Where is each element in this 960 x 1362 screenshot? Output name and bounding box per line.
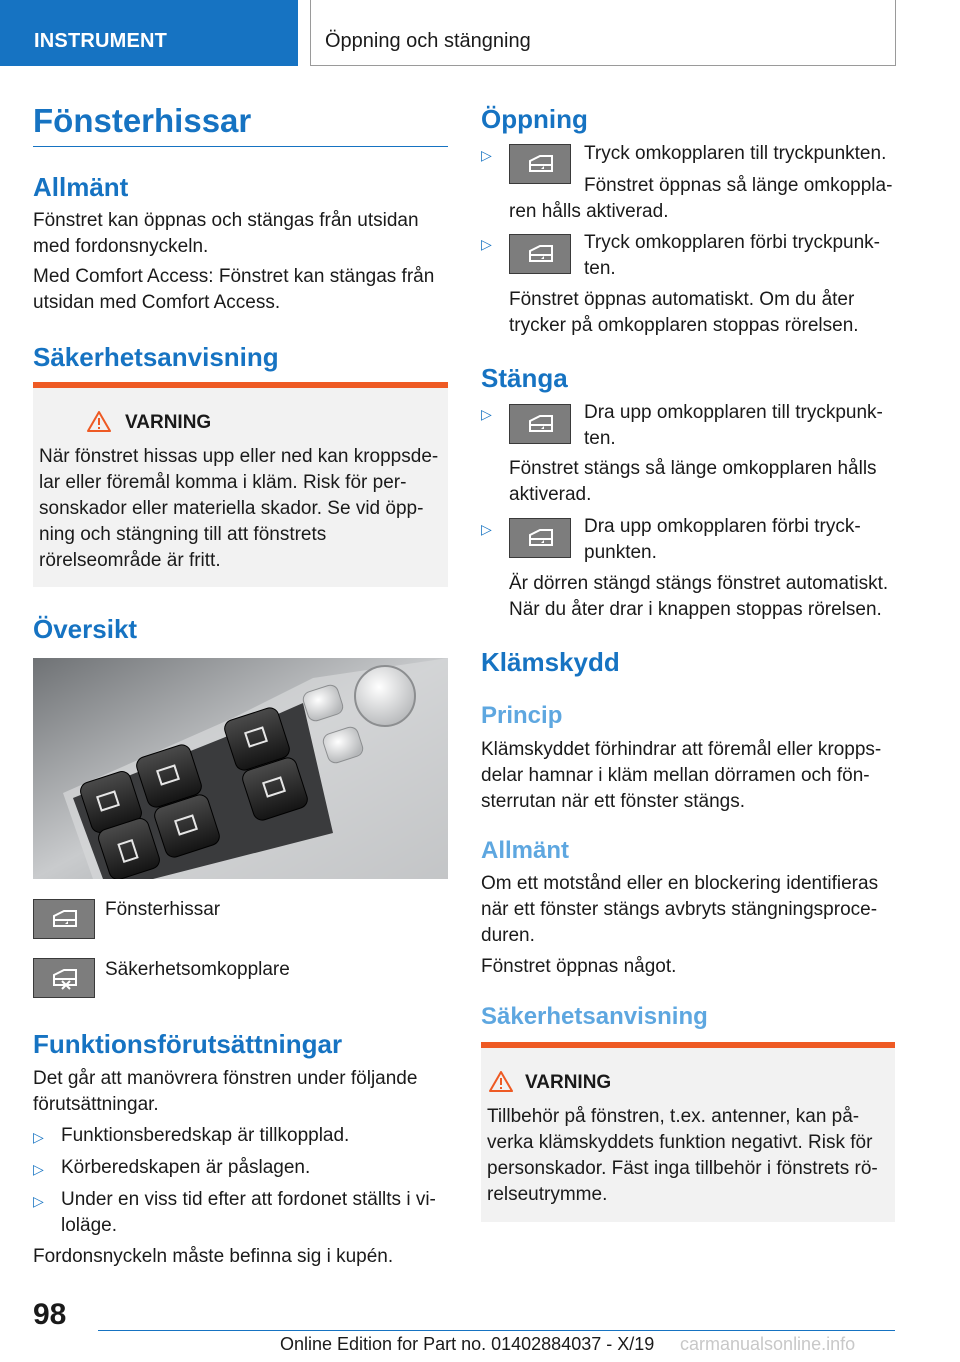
text-line: Klämskyddet förhindrar att föremål eller kropps- xyxy=(481,739,882,760)
section-tab: INSTRUMENT xyxy=(0,0,298,66)
step-text xyxy=(584,230,880,282)
step-text xyxy=(584,514,861,566)
text-line: Körberedskapen är påslagen. xyxy=(61,1157,311,1178)
legend-sakerhetsomkopplare: Säkerhetsomkopplare xyxy=(105,959,290,980)
bullet-arrow-icon: ▷ xyxy=(33,1161,44,1177)
text-line: Med Comfort Access: Fönstret kan stängas från xyxy=(33,266,435,287)
text-line: ren hålls aktiverad. xyxy=(509,201,669,222)
text-line: när ett fönster stängs avbryts stängningsproce- xyxy=(481,899,878,920)
text-line: Dra upp omkopplaren till tryckpunk- xyxy=(584,402,883,423)
window-switch-icon xyxy=(509,234,571,274)
text-line: sonskador eller materiella skador. Se vid öpp- xyxy=(39,498,424,519)
paragraph-closing: Fordonsnyckeln måste befinna sig i kupén. xyxy=(33,1246,394,1267)
heading-stanga: Stänga xyxy=(481,363,568,393)
bullet-arrow-icon: ▷ xyxy=(481,147,492,163)
text-line: Tryck omkopplaren till tryckpunkten. xyxy=(584,143,887,164)
text-line: Fönstret öppnas så länge omkoppla- xyxy=(584,175,893,196)
text-line: ning och stängning till att fönstrets xyxy=(39,524,327,545)
heading-sakerhetsanvisning: Säkerhetsanvisning xyxy=(33,342,279,372)
text-line: lar eller föremål komma i kläm. Risk för per- xyxy=(39,472,407,493)
warning-box xyxy=(481,1042,895,1222)
heading-allmant-right: Allmänt xyxy=(481,837,570,864)
page-title: Fönsterhissar xyxy=(33,102,252,139)
bullet-arrow-icon: ▷ xyxy=(33,1129,44,1145)
warning-title: VARNING xyxy=(125,412,212,433)
text-line: ten. xyxy=(584,258,616,279)
text-line: Under en viss tid efter att fordonet ställts i vi- xyxy=(61,1189,436,1210)
heading-sakerhetsanvisning-right: Säkerhetsanvisning xyxy=(481,1003,708,1030)
paragraph-princip xyxy=(481,737,881,815)
text-line: trycker på omkopplaren stoppas rörelsen. xyxy=(509,315,859,336)
heading-allmant: Allmänt xyxy=(33,172,129,202)
text-line: delar hamnar i kläm mellan dörramen och fön- xyxy=(481,765,870,786)
safety-switch-icon xyxy=(33,958,95,998)
step-text xyxy=(509,571,888,623)
bullet-arrow-icon: ▷ xyxy=(481,406,492,422)
footer-edition: Online Edition for Part no. 01402884037 - X/19 xyxy=(280,1334,655,1354)
legend-fonsterhissar: Fönsterhissar xyxy=(105,899,221,920)
text-line: med fordonsnyckeln. xyxy=(33,236,209,257)
text-line: Dra upp omkopplaren förbi tryck- xyxy=(584,516,861,537)
title-rule xyxy=(33,146,448,147)
text-line: utsidan med Comfort Access. xyxy=(33,292,281,313)
window-switch-icon xyxy=(33,899,95,939)
text-line: aktiverad. xyxy=(509,484,592,505)
page-header xyxy=(0,0,960,66)
bullet-arrow-icon: ▷ xyxy=(481,521,492,537)
text-line: Tillbehör på fönstren, t.ex. antenner, kan på- xyxy=(487,1106,860,1127)
text-line: Fönstret kan öppnas och stängas från utsidan xyxy=(33,210,419,231)
text-line: duren. xyxy=(481,925,535,946)
text-line: Om ett motstånd eller en blockering identifieras xyxy=(481,873,879,894)
paragraph-allmant-2 xyxy=(33,264,434,316)
text-line: loläge. xyxy=(61,1215,117,1236)
text-line: punkten. xyxy=(584,542,657,563)
warning-box xyxy=(33,382,448,587)
switch-panel-illustration xyxy=(33,658,448,879)
warning-triangle-icon xyxy=(489,1070,513,1092)
text-line: verka klämskyddets funktion negativt. Risk för xyxy=(487,1132,873,1153)
text-line: När du åter drar i knappen stoppas rörelsen. xyxy=(509,599,882,620)
watermark: carmanualsonline.info xyxy=(680,1334,856,1354)
warning-text xyxy=(39,444,438,574)
text-line: Är dörren stängd stängs fönstret automatiskt. xyxy=(509,573,889,594)
window-switch-panel-photo xyxy=(33,658,448,879)
text-line: rörelseområde är fritt. xyxy=(39,550,221,571)
text-line: relseutrymme. xyxy=(487,1184,608,1205)
text-line: sterrutan när ett fönster stängs. xyxy=(481,791,746,812)
text-line: Det går att manövrera fönstren under följande xyxy=(33,1068,418,1089)
heading-funktionsforutsattningar: Funktionsförutsättningar xyxy=(33,1029,343,1059)
text-line: förutsättningar. xyxy=(33,1094,159,1115)
bullet-arrow-icon: ▷ xyxy=(33,1193,44,1209)
paragraph-funktion xyxy=(33,1066,417,1118)
step-text xyxy=(584,400,883,452)
window-switch-icon xyxy=(509,518,571,558)
bullet-arrow-icon: ▷ xyxy=(481,236,492,252)
footer-rule xyxy=(98,1330,895,1331)
heading-klamskydd: Klämskydd xyxy=(481,647,620,677)
step-text xyxy=(509,199,668,225)
page-number: 98 xyxy=(33,1298,67,1331)
bullet-item xyxy=(61,1155,310,1181)
warning-title: VARNING xyxy=(525,1072,612,1093)
text-line: ten. xyxy=(584,428,616,449)
text-line: Funktionsberedskap är tillkopplad. xyxy=(61,1125,350,1146)
text-line: Fönstret stängs så länge omkopplaren hålls xyxy=(509,458,877,479)
text-line: Tryck omkopplaren förbi tryckpunk- xyxy=(584,232,881,253)
bullet-item xyxy=(61,1187,436,1239)
warning-text xyxy=(487,1104,878,1208)
paragraph-allmant-right-2: Fönstret öppnas något. xyxy=(481,956,677,977)
chapter-title: Öppning och stängning xyxy=(310,0,896,66)
heading-princip: Princip xyxy=(481,702,563,729)
text-line: Fönstret öppnas automatiskt. Om du åter xyxy=(509,289,855,310)
heading-oversikt: Översikt xyxy=(33,614,138,644)
paragraph-allmant-right xyxy=(481,871,878,949)
paragraph-allmant-1 xyxy=(33,208,419,260)
text-line: personskador. Fäst inga tillbehör i fönstrets rö- xyxy=(487,1158,878,1179)
step-text xyxy=(509,287,859,339)
text-line: När fönstret hissas upp eller ned kan kroppsde- xyxy=(39,446,439,467)
window-switch-icon xyxy=(509,404,571,444)
heading-oppning: Öppning xyxy=(481,104,588,134)
bullet-item xyxy=(61,1123,349,1149)
step-text xyxy=(584,173,892,199)
window-switch-icon xyxy=(509,144,571,184)
step-text xyxy=(509,456,877,508)
step-text xyxy=(584,141,886,167)
warning-triangle-icon xyxy=(87,410,111,432)
